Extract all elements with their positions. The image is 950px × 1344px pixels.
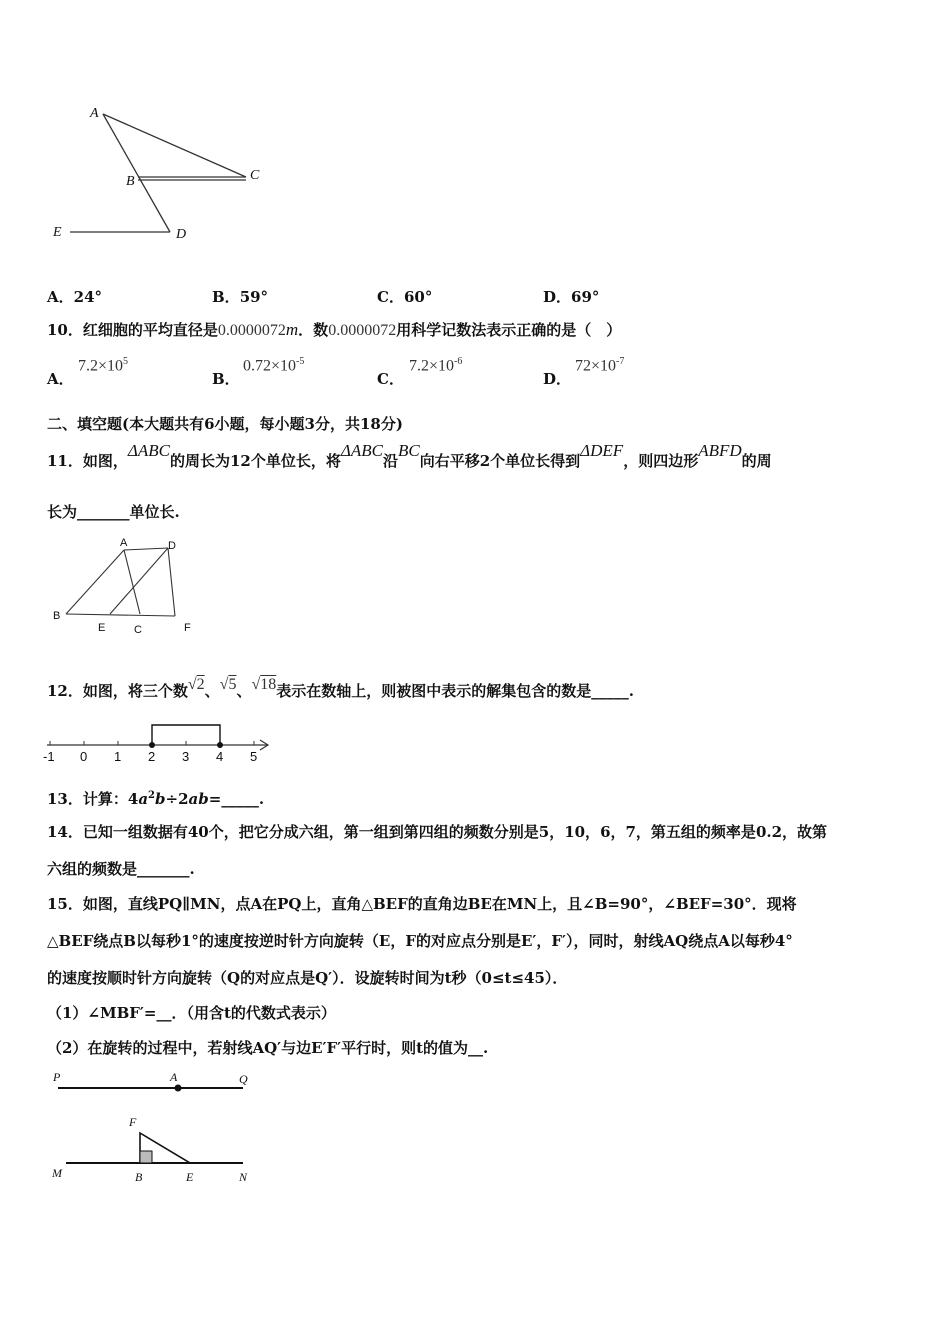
q14-stem-line2: 六组的频数是_______. — [47, 860, 195, 878]
label-e: E — [53, 225, 62, 240]
interval-endpoint — [217, 742, 223, 748]
q10-option-d[interactable]: D． — [543, 370, 572, 388]
label-b: B — [126, 174, 135, 189]
q10-option-a[interactable]: A． — [47, 370, 74, 388]
q10-option-c-value: $7.2\times 10^{-6}$ — [409, 356, 463, 375]
q10-option-c[interactable]: C． — [377, 370, 404, 388]
q15-stem-line1: 15．如图，直线PQ∥MN，点A在PQ上，直角△BEF的直角边BE在MN上，且∠B=90°，∠BEF=30°．现将 — [47, 895, 797, 913]
q11-stem-line1: 11．如图，ΔABC的周长为12个单位长，将ΔABC沿BC向右平移2个单位长得到ΔDEF，则四边形ABFD的周 — [47, 441, 772, 470]
label-e: E — [186, 1170, 194, 1184]
q9-option-c[interactable]: C．60° — [377, 288, 433, 306]
label-e: E — [98, 622, 106, 634]
q9-option-a[interactable]: A．24° — [47, 288, 103, 306]
q10-stem: 10．红细胞的平均直径是0.0000072m．数0.0000072用科学记数法表示正确的是（ ） — [47, 320, 622, 339]
label-c: C — [134, 624, 142, 636]
label-c: C — [250, 168, 260, 183]
label-d: D — [176, 227, 187, 242]
tick-label: 3 — [182, 749, 190, 764]
tick-label: 0 — [80, 749, 88, 764]
label-n: N — [239, 1170, 248, 1184]
label-f: F — [129, 1115, 137, 1129]
q11-stem-line2: 长为_______单位长. — [47, 503, 180, 521]
label-q: Q — [239, 1072, 248, 1086]
interval-endpoint — [149, 742, 155, 748]
tick-label: 4 — [216, 749, 224, 764]
q9-option-b[interactable]: B．59° — [212, 288, 269, 306]
q15-stem-line2: △BEF绕点B以每秒1°的速度按逆时针方向旋转（E，F的对应点分别是E′，F′），同时，射线AQ绕点A以每秒4° — [47, 932, 793, 950]
label-p: P — [53, 1070, 61, 1084]
figure-q15-lines — [0, 0, 200, 110]
q10-option-b[interactable]: B． — [212, 370, 240, 388]
tick-label: 1 — [114, 749, 122, 764]
q10-option-d-value: $72\times 10^{-7}$ — [575, 356, 625, 375]
q10-option-a-value: $7.2\times 10^5$ — [78, 356, 129, 375]
q12-stem: 12．如图，将三个数√2、√5、√18表示在数轴上，则被图中表示的解集包含的数是_____. — [47, 676, 634, 700]
q10-option-b-value: $0.72\times 10^{-5}$ — [243, 356, 305, 375]
q15-sub1: （1）∠MBF′=__．（用含t的代数式表示） — [47, 1004, 336, 1022]
tick-label: 2 — [148, 749, 156, 764]
q13-stem: 13．计算：$4a^2b\div 2ab=\_\_\_\_\_$. — [47, 790, 265, 808]
q15-sub2: （2）在旋转的过程中，若射线AQ′与边E′F′平行时，则t的值为__. — [47, 1039, 489, 1057]
tick-label: 5 — [250, 749, 258, 764]
label-b: B — [135, 1170, 143, 1184]
label-d: D — [168, 540, 176, 552]
label-f: F — [184, 622, 191, 634]
label-b: B — [53, 610, 61, 622]
q9-option-d[interactable]: D．69° — [543, 288, 600, 306]
label-a: A — [170, 1070, 178, 1084]
q14-stem-line1: 14．已知一组数据有40个，把它分成六组，第一组到第四组的频数分别是5，10，6，7，第五组的频率是0.2，故第 — [47, 823, 828, 841]
q15-stem-line3: 的速度按顺时针方向旋转（Q的对应点是Q′）．设旋转时间为t秒（0≤t≤45）． — [47, 969, 568, 987]
section-2-title: 二、填空题(本大题共有6小题，每小题3分，共18分) — [47, 415, 403, 433]
label-m: M — [52, 1166, 62, 1180]
label-a: A — [120, 537, 128, 549]
tick-label: -1 — [43, 749, 55, 764]
label-a: A — [90, 106, 99, 121]
